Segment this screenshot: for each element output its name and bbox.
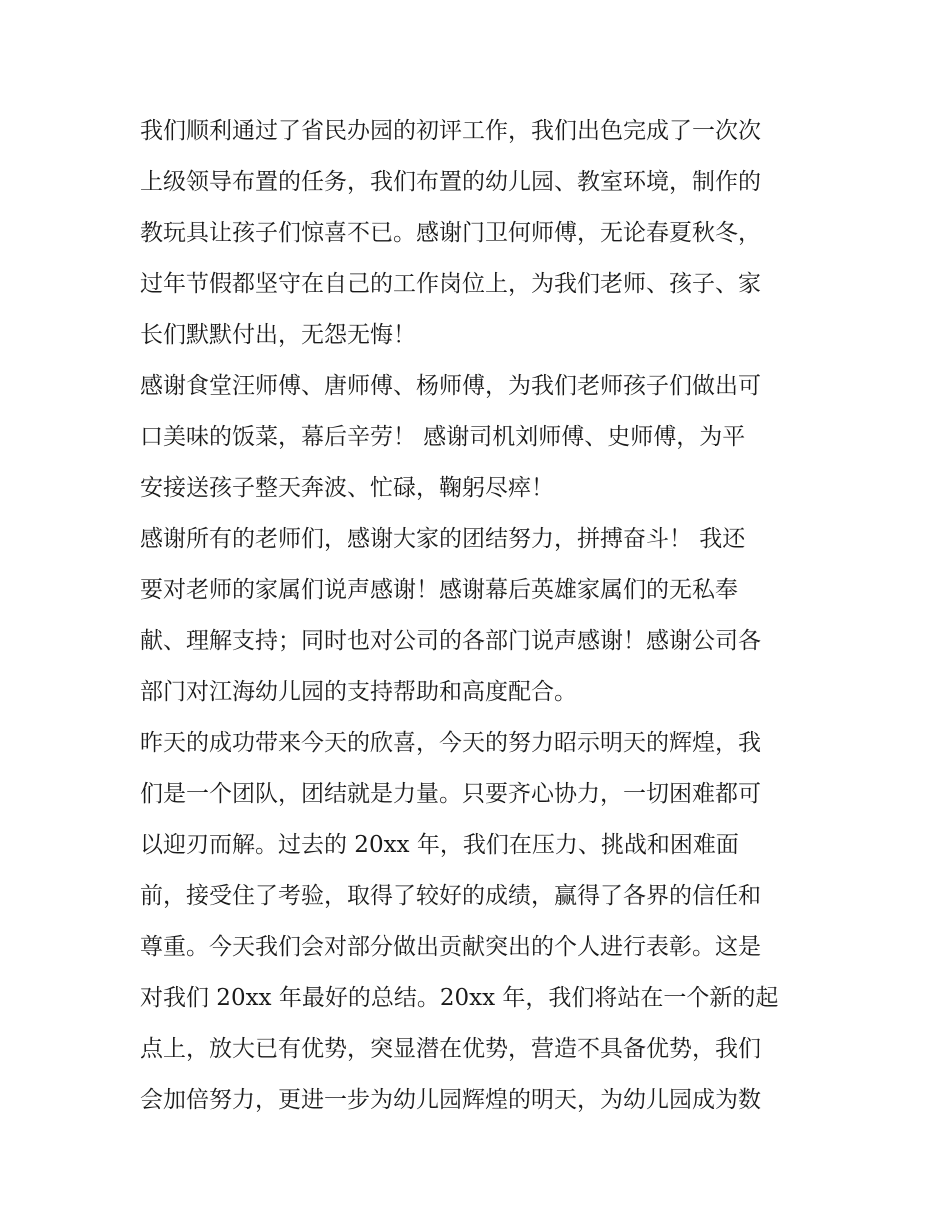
text-line-5: 长们默默付出，无怨无悔！ xyxy=(140,322,416,348)
text-line-19: 点上，放大已有优势，突显潜在优势，营造不具备优势，我们 xyxy=(140,1036,761,1062)
text-line-17: 尊重。今天我们会对部分做出贡献突出的个人进行表彰。这是 xyxy=(140,934,761,960)
text-line-11: 献、理解支持；同时也对公司的各部门说声感谢！感谢公司各 xyxy=(140,628,761,654)
text-line-1: 我们顺利通过了省民办园的初评工作，我们出色完成了一次次 xyxy=(140,118,761,144)
text-line-20: 会加倍努力，更进一步为幼儿园辉煌的明天，为幼儿园成为数 xyxy=(140,1087,761,1113)
text-line-13: 昨天的成功带来今天的欣喜，今天的努力昭示明天的辉煌，我 xyxy=(140,730,761,756)
text-line-9: 感谢所有的老师们，感谢大家的团结努力，拼搏奋斗！ 我还 xyxy=(140,526,746,552)
text-line-2: 上级领导布置的任务，我们布置的幼儿园、教室环境，制作的 xyxy=(140,169,761,195)
text-line-4: 过年节假都坚守在自己的工作岗位上，为我们老师、孩子、家 xyxy=(140,271,761,297)
text-line-3: 教玩具让孩子们惊喜不已。感谢门卫何师傅，无论春夏秋冬， xyxy=(140,220,761,246)
text-line-8: 安接送孩子整天奔波、忙碌，鞠躬尽瘁！ xyxy=(140,475,554,501)
body-text xyxy=(140,106,830,1126)
text-line-6: 感谢食堂汪师傅、唐师傅、杨师傅，为我们老师孩子们做出可 xyxy=(140,373,761,399)
text-line-7: 口美味的饭菜，幕后辛劳！ 感谢司机刘师傅、史师傅，为平 xyxy=(140,424,746,450)
text-line-10: 要对老师的家属们说声感谢！感谢幕后英雄家属们的无私奉 xyxy=(140,577,738,603)
text-line-15: 以迎刃而解。过去的 20xx 年，我们在压力、挑战和困难面 xyxy=(140,832,739,858)
text-line-18: 对我们 20xx 年最好的总结。20xx 年，我们将站在一个新的起 xyxy=(140,985,779,1011)
text-line-14: 们是一个团队，团结就是力量。只要齐心协力，一切困难都可 xyxy=(140,781,761,807)
text-line-16: 前，接受住了考验，取得了较好的成绩，赢得了各界的信任和 xyxy=(140,883,761,909)
text-line-12: 部门对江海幼儿园的支持帮助和高度配合。 xyxy=(140,679,577,705)
